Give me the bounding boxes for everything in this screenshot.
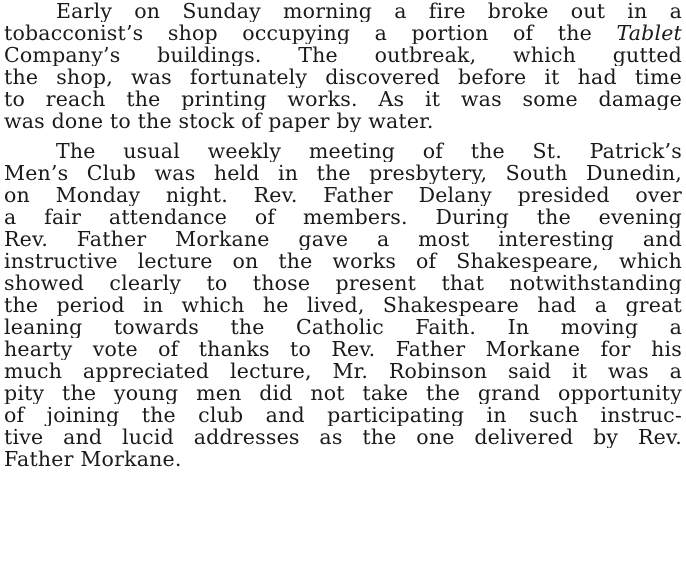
text-line: The usual weekly meeting of the St. Patrick’s [56, 140, 682, 162]
text-line: showed clearly to those present that notwithstanding [4, 272, 682, 294]
text-line: hearty vote of thanks to Rev. Father Morkane for his [4, 338, 682, 360]
newspaper-column [4, 0, 682, 470]
text-line: Father Morkane. [4, 448, 182, 470]
text-line: the period in which he lived, Shakespeare had a great [4, 294, 682, 316]
text-line: a fair attendance of members. During the evening [4, 206, 682, 228]
text-line: much appreciated lecture, Mr. Robinson said it was a [4, 360, 682, 382]
text-line: Company’s buildings. The outbreak, which gutted [4, 44, 682, 66]
text-line: tive and lucid addresses as the one delivered by Rev. [4, 426, 682, 448]
text-line: to reach the printing works. As it was some damage [4, 88, 682, 110]
text-line: the shop, was fortunately discovered before it had time [4, 66, 682, 88]
text-line: Early on Sunday morning a fire broke out in a [56, 0, 682, 22]
article-paragraph [4, 140, 682, 470]
text-line [4, 22, 682, 44]
text-line: was done to the stock of paper by water. [4, 110, 434, 132]
text-line: leaning towards the Catholic Faith. In moving a [4, 316, 682, 338]
text-line: Men’s Club was held in the presbytery, South Dunedin, [4, 162, 682, 184]
publication-name: Tablet [616, 22, 682, 44]
text-line: Rev. Father Morkane gave a most interesting and [4, 228, 682, 250]
text-line: instructive lecture on the works of Shakespeare, which [4, 250, 682, 272]
text-line: on Monday night. Rev. Father Delany presided over [4, 184, 682, 206]
article-paragraph [4, 0, 682, 132]
text-segment: tobacconist’s shop occupying a portion of the [4, 22, 617, 44]
text-line: pity the young men did not take the grand opportunity [4, 382, 682, 404]
text-line: of joining the club and participating in such instruc- [4, 404, 682, 426]
